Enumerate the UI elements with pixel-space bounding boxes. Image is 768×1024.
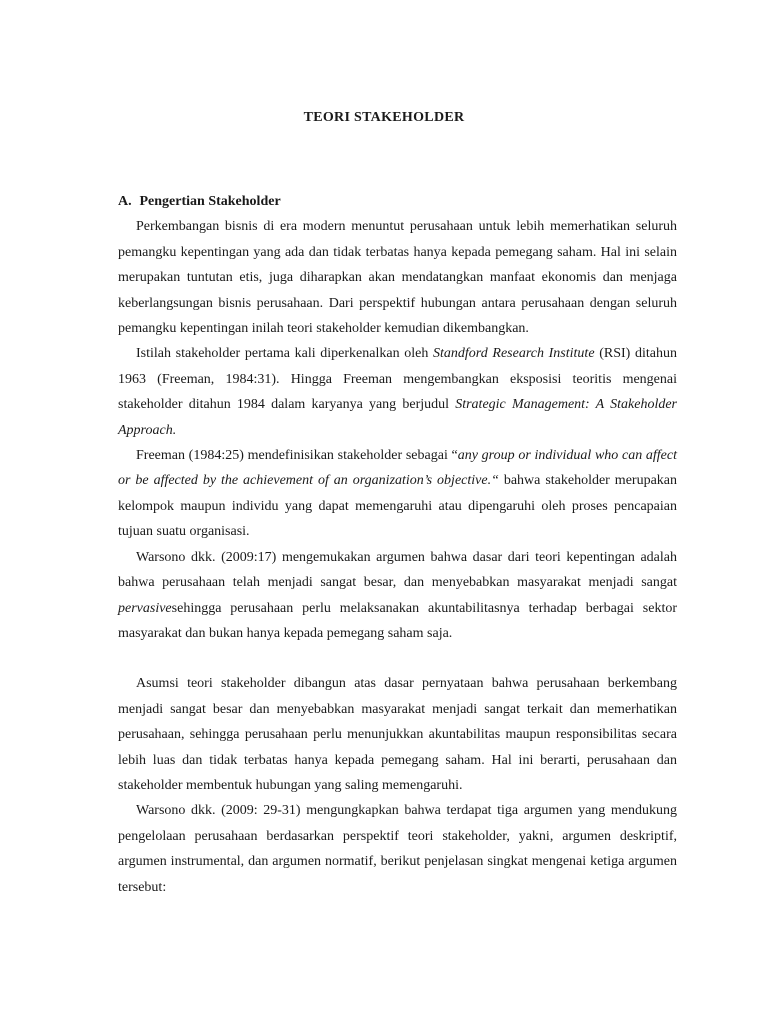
paragraph-5: Asumsi teori stakeholder dibangun atas dasar pernyataan bahwa perusahaan berkembang menjadi sangat besar dan menyebabkan masyarakat menjadi sangat terkait dan memerhatikan perusahaan, sehingga perusahaan perlu menunjukkan akuntabilitas maupun responsibilitas secara lebih luas dan tidak terbatas hanya kepada pemegang saham. Hal ini berarti, perusahaan dan stakeholder membentuk hubungan yang saling memengaruhi. <box>118 676 677 793</box>
paragraph-4-term: pervasive <box>118 600 172 616</box>
paragraph-4-part-c: sehingga perusahaan perlu melaksanakan akuntabilitasnya terhadap berbagai sektor masyarakat dan bukan hanya kepada pemegang saham saja. <box>118 600 677 641</box>
paragraph-2-part-a: Istilah stakeholder pertama kali diperkenalkan oleh <box>136 346 434 362</box>
section-heading-text: Pengertian Stakeholder <box>139 194 281 209</box>
paragraph-2 <box>118 341 677 443</box>
paragraph-2-part-c: (RSI) ditahun 1963 (Freeman, 1984:31). Hingga Freeman mengembangkan eksposisi teoritis mengenai stakeholder ditahun 1984 dalam karyanya yang berjudul <box>118 346 677 413</box>
paragraph-4-part-a: Warsono dkk. (2009:17) mengemukakan argumen bahwa dasar dari teori kepentingan adalah bahwa perusahaan telah menjadi sangat besar, dan menyebabkan masyarakat menjadi sangat <box>118 549 677 591</box>
section-heading <box>118 189 677 214</box>
section-number: A. <box>118 194 132 209</box>
paragraph-6: Warsono dkk. (2009: 29-31) mengungkapkan bahwa terdapat tiga argumen yang mendukung pengelolaan perusahaan berdasarkan perspektif teori stakeholder, yakni, argumen deskriptif, argumen instrumental, dan argumen normatif, berikut penjelasan singkat mengenai ketiga argumen tersebut: <box>118 803 677 895</box>
paragraph-1: Perkembangan bisnis di era modern menuntut perusahaan untuk lebih memerhatikan seluruh pemangku kepentingan yang ada dan tidak terbatas hanya kepada pemegang saham. Hal ini selain merupakan tuntutan etis, juga diharapkan akan mendatangkan manfaat ekonomis dan menjaga keberlangsungan bisnis perusahaan. Dari perspektif hubungan antara perusahaan dengan seluruh pemangku kepentingan inilah teori stakeholder kemudian dikembangkan. <box>118 219 677 337</box>
paragraph-2-institute: Standford Research Institute <box>433 346 595 362</box>
paragraph-3-quote: any group or individual who can affect or be affected by the achievement of an organization’s objective.“ <box>118 448 678 489</box>
document-title: TEORI STAKEHOLDER <box>303 110 465 125</box>
paragraph-4 <box>118 545 677 647</box>
paragraph-3-part-c: bahwa stakeholder merupakan kelompok maupun individu yang dapat memengaruhi atau dipengaruhi oleh proses pencapaian tujuan suatu organisasi. <box>118 473 677 540</box>
paragraph-3 <box>118 443 677 545</box>
paragraph-3-part-a: Freeman (1984:25) mendefinisikan stakeholder sebagai “ <box>136 448 458 464</box>
document-body <box>118 189 677 900</box>
paragraph-2-book-title: Strategic Management: A Stakeholder Approach. <box>118 397 677 438</box>
